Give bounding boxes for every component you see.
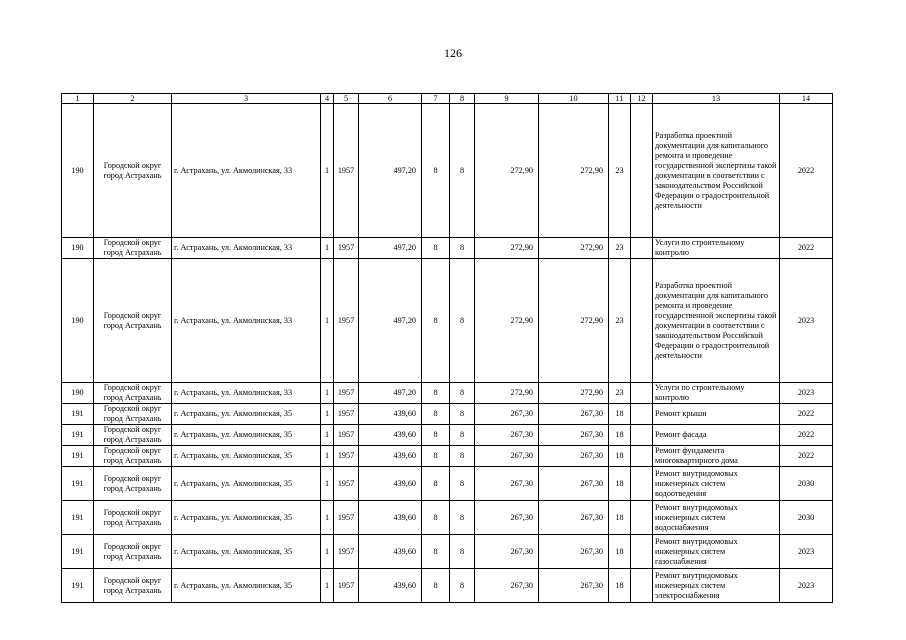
municipality-cell: Городской округ город Астрахань xyxy=(94,104,172,238)
col7-cell: 8 xyxy=(422,238,450,259)
col8-cell: 8 xyxy=(450,569,475,603)
column-number: 7 xyxy=(422,94,450,104)
address-cell: г. Астрахань, ул. Акмолинская, 33 xyxy=(172,383,321,404)
object-number: 191 xyxy=(62,446,94,467)
work-type-cell: Разработка проектной документации для капитального ремонта и проведение государственной экспертизы такой документации в соответствии с законодательством Российской Федерации о градостроительной деятельности xyxy=(653,104,780,238)
year-planned-cell: 2022 xyxy=(780,446,833,467)
col8-cell: 8 xyxy=(450,501,475,535)
table-row xyxy=(62,404,833,425)
col4-cell: 1 xyxy=(321,383,334,404)
col9-cell: 267,30 xyxy=(475,535,539,569)
col6-cell: 439,60 xyxy=(359,467,422,501)
col9-cell: 272,90 xyxy=(475,104,539,238)
col12-cell xyxy=(631,446,653,467)
col4-cell: 1 xyxy=(321,404,334,425)
col8-cell: 8 xyxy=(450,104,475,238)
col8-cell: 8 xyxy=(450,259,475,383)
col11-cell: 23 xyxy=(609,383,631,404)
year-planned-cell: 2022 xyxy=(780,238,833,259)
table-row xyxy=(62,535,833,569)
col7-cell: 8 xyxy=(422,425,450,446)
col4-cell: 1 xyxy=(321,425,334,446)
col12-cell xyxy=(631,259,653,383)
column-number: 10 xyxy=(539,94,609,104)
col9-cell: 267,30 xyxy=(475,501,539,535)
address-cell: г. Астрахань, ул. Акмолинская, 35 xyxy=(172,446,321,467)
work-type-cell: Ремонт внутридомовых инженерных систем газоснабжения xyxy=(653,535,780,569)
municipality-cell: Городской округ город Астрахань xyxy=(94,404,172,425)
col12-cell xyxy=(631,104,653,238)
col11-cell: 18 xyxy=(609,501,631,535)
work-type-cell: Ремонт фасада xyxy=(653,425,780,446)
col6-cell: 439,60 xyxy=(359,425,422,446)
object-number: 191 xyxy=(62,467,94,501)
col9-cell: 272,90 xyxy=(475,238,539,259)
col9-cell: 267,30 xyxy=(475,425,539,446)
object-number: 191 xyxy=(62,501,94,535)
col7-cell: 8 xyxy=(422,404,450,425)
year-cell: 1957 xyxy=(334,446,359,467)
col11-cell: 23 xyxy=(609,238,631,259)
address-cell: г. Астрахань, ул. Акмолинская, 33 xyxy=(172,259,321,383)
year-cell: 1957 xyxy=(334,569,359,603)
col8-cell: 8 xyxy=(450,238,475,259)
col10-cell: 272,90 xyxy=(539,104,609,238)
year-cell: 1957 xyxy=(334,425,359,446)
col9-cell: 267,30 xyxy=(475,404,539,425)
col7-cell: 8 xyxy=(422,501,450,535)
col6-cell: 439,60 xyxy=(359,501,422,535)
column-number: 13 xyxy=(653,94,780,104)
col4-cell: 1 xyxy=(321,501,334,535)
col9-cell: 272,90 xyxy=(475,259,539,383)
col6-cell: 497,20 xyxy=(359,259,422,383)
col4-cell: 1 xyxy=(321,446,334,467)
work-type-cell: Услуги по строительному контролю xyxy=(653,383,780,404)
year-planned-cell: 2023 xyxy=(780,535,833,569)
year-planned-cell: 2022 xyxy=(780,104,833,238)
col12-cell xyxy=(631,467,653,501)
col7-cell: 8 xyxy=(422,569,450,603)
col7-cell: 8 xyxy=(422,259,450,383)
col8-cell: 8 xyxy=(450,383,475,404)
year-planned-cell: 2023 xyxy=(780,259,833,383)
col7-cell: 8 xyxy=(422,467,450,501)
address-cell: г. Астрахань, ул. Акмолинская, 35 xyxy=(172,535,321,569)
year-cell: 1957 xyxy=(334,501,359,535)
column-number: 3 xyxy=(172,94,321,104)
col12-cell xyxy=(631,535,653,569)
object-number: 190 xyxy=(62,238,94,259)
municipality-cell: Городской округ город Астрахань xyxy=(94,535,172,569)
year-planned-cell: 2022 xyxy=(780,425,833,446)
col7-cell: 8 xyxy=(422,104,450,238)
work-type-cell: Ремонт внутридомовых инженерных систем водоснабжения xyxy=(653,501,780,535)
col7-cell: 8 xyxy=(422,535,450,569)
column-number: 14 xyxy=(780,94,833,104)
table-row xyxy=(62,467,833,501)
address-cell: г. Астрахань, ул. Акмолинская, 35 xyxy=(172,501,321,535)
col12-cell xyxy=(631,501,653,535)
work-type-cell: Ремонт внутридомовых инженерных систем водоотведения xyxy=(653,467,780,501)
work-type-cell: Ремонт внутридомовых инженерных систем электроснабжения xyxy=(653,569,780,603)
object-number: 190 xyxy=(62,104,94,238)
municipality-cell: Городской округ город Астрахань xyxy=(94,238,172,259)
work-type-cell: Разработка проектной документации для капитального ремонта и проведение государственной экспертизы такой документации в соответствии с законодательством Российской Федерации о градостроительной деятельности xyxy=(653,259,780,383)
works-table xyxy=(61,93,833,603)
col6-cell: 439,60 xyxy=(359,404,422,425)
col7-cell: 8 xyxy=(422,383,450,404)
col8-cell: 8 xyxy=(450,535,475,569)
col11-cell: 23 xyxy=(609,259,631,383)
col11-cell: 23 xyxy=(609,104,631,238)
col4-cell: 1 xyxy=(321,238,334,259)
col10-cell: 267,30 xyxy=(539,446,609,467)
col11-cell: 18 xyxy=(609,425,631,446)
address-cell: г. Астрахань, ул. Акмолинская, 35 xyxy=(172,467,321,501)
year-cell: 1957 xyxy=(334,259,359,383)
col8-cell: 8 xyxy=(450,404,475,425)
work-type-cell: Услуги по строительному контролю xyxy=(653,238,780,259)
col12-cell xyxy=(631,425,653,446)
col12-cell xyxy=(631,404,653,425)
municipality-cell: Городской округ город Астрахань xyxy=(94,446,172,467)
address-cell: г. Астрахань, ул. Акмолинская, 33 xyxy=(172,238,321,259)
col6-cell: 497,20 xyxy=(359,104,422,238)
object-number: 191 xyxy=(62,404,94,425)
municipality-cell: Городской округ город Астрахань xyxy=(94,383,172,404)
address-cell: г. Астрахань, ул. Акмолинская, 35 xyxy=(172,404,321,425)
col11-cell: 18 xyxy=(609,569,631,603)
col11-cell: 18 xyxy=(609,404,631,425)
col6-cell: 497,20 xyxy=(359,383,422,404)
table-row xyxy=(62,501,833,535)
object-number: 190 xyxy=(62,259,94,383)
municipality-cell: Городской округ город Астрахань xyxy=(94,467,172,501)
col10-cell: 272,90 xyxy=(539,383,609,404)
col7-cell: 8 xyxy=(422,446,450,467)
column-number: 8 xyxy=(450,94,475,104)
year-cell: 1957 xyxy=(334,104,359,238)
col6-cell: 497,20 xyxy=(359,238,422,259)
year-planned-cell: 2022 xyxy=(780,404,833,425)
col10-cell: 267,30 xyxy=(539,404,609,425)
col12-cell xyxy=(631,238,653,259)
col4-cell: 1 xyxy=(321,104,334,238)
col9-cell: 267,30 xyxy=(475,446,539,467)
col6-cell: 439,60 xyxy=(359,446,422,467)
object-number: 190 xyxy=(62,383,94,404)
table-row xyxy=(62,238,833,259)
col11-cell: 18 xyxy=(609,467,631,501)
column-number: 9 xyxy=(475,94,539,104)
column-number: 4 xyxy=(321,94,334,104)
year-planned-cell: 2023 xyxy=(780,383,833,404)
year-cell: 1957 xyxy=(334,383,359,404)
col11-cell: 18 xyxy=(609,535,631,569)
col10-cell: 267,30 xyxy=(539,569,609,603)
municipality-cell: Городской округ город Астрахань xyxy=(94,501,172,535)
col9-cell: 267,30 xyxy=(475,467,539,501)
address-cell: г. Астрахань, ул. Акмолинская, 35 xyxy=(172,425,321,446)
col10-cell: 267,30 xyxy=(539,535,609,569)
table-row xyxy=(62,259,833,383)
column-number: 6 xyxy=(359,94,422,104)
municipality-cell: Городской округ город Астрахань xyxy=(94,569,172,603)
col8-cell: 8 xyxy=(450,425,475,446)
work-type-cell: Ремонт фундамента многоквартирного дома xyxy=(653,446,780,467)
year-cell: 1957 xyxy=(334,535,359,569)
column-number: 11 xyxy=(609,94,631,104)
column-number: 5 xyxy=(334,94,359,104)
col10-cell: 267,30 xyxy=(539,425,609,446)
column-number: 2 xyxy=(94,94,172,104)
table-row xyxy=(62,569,833,603)
municipality-cell: Городской округ город Астрахань xyxy=(94,425,172,446)
col10-cell: 267,30 xyxy=(539,467,609,501)
municipality-cell: Городской округ город Астрахань xyxy=(94,259,172,383)
col8-cell: 8 xyxy=(450,467,475,501)
col6-cell: 439,60 xyxy=(359,569,422,603)
year-cell: 1957 xyxy=(334,404,359,425)
col8-cell: 8 xyxy=(450,446,475,467)
col4-cell: 1 xyxy=(321,259,334,383)
year-planned-cell: 2030 xyxy=(780,467,833,501)
col4-cell: 1 xyxy=(321,535,334,569)
col4-cell: 1 xyxy=(321,467,334,501)
col10-cell: 267,30 xyxy=(539,501,609,535)
table-row xyxy=(62,446,833,467)
object-number: 191 xyxy=(62,569,94,603)
col9-cell: 272,90 xyxy=(475,383,539,404)
col4-cell: 1 xyxy=(321,569,334,603)
table-row xyxy=(62,383,833,404)
year-planned-cell: 2023 xyxy=(780,569,833,603)
object-number: 191 xyxy=(62,425,94,446)
address-cell: г. Астрахань, ул. Акмолинская, 35 xyxy=(172,569,321,603)
work-type-cell: Ремонт крыши xyxy=(653,404,780,425)
table-row xyxy=(62,104,833,238)
year-planned-cell: 2030 xyxy=(780,501,833,535)
col12-cell xyxy=(631,383,653,404)
table-row xyxy=(62,425,833,446)
col10-cell: 272,90 xyxy=(539,238,609,259)
col9-cell: 267,30 xyxy=(475,569,539,603)
col11-cell: 18 xyxy=(609,446,631,467)
object-number: 191 xyxy=(62,535,94,569)
col10-cell: 272,90 xyxy=(539,259,609,383)
year-cell: 1957 xyxy=(334,238,359,259)
col6-cell: 439,60 xyxy=(359,535,422,569)
page-number: 126 xyxy=(444,46,462,60)
column-number: 1 xyxy=(62,94,94,104)
column-number-row xyxy=(62,94,833,104)
column-number: 12 xyxy=(631,94,653,104)
year-cell: 1957 xyxy=(334,467,359,501)
col12-cell xyxy=(631,569,653,603)
address-cell: г. Астрахань, ул. Акмолинская, 33 xyxy=(172,104,321,238)
